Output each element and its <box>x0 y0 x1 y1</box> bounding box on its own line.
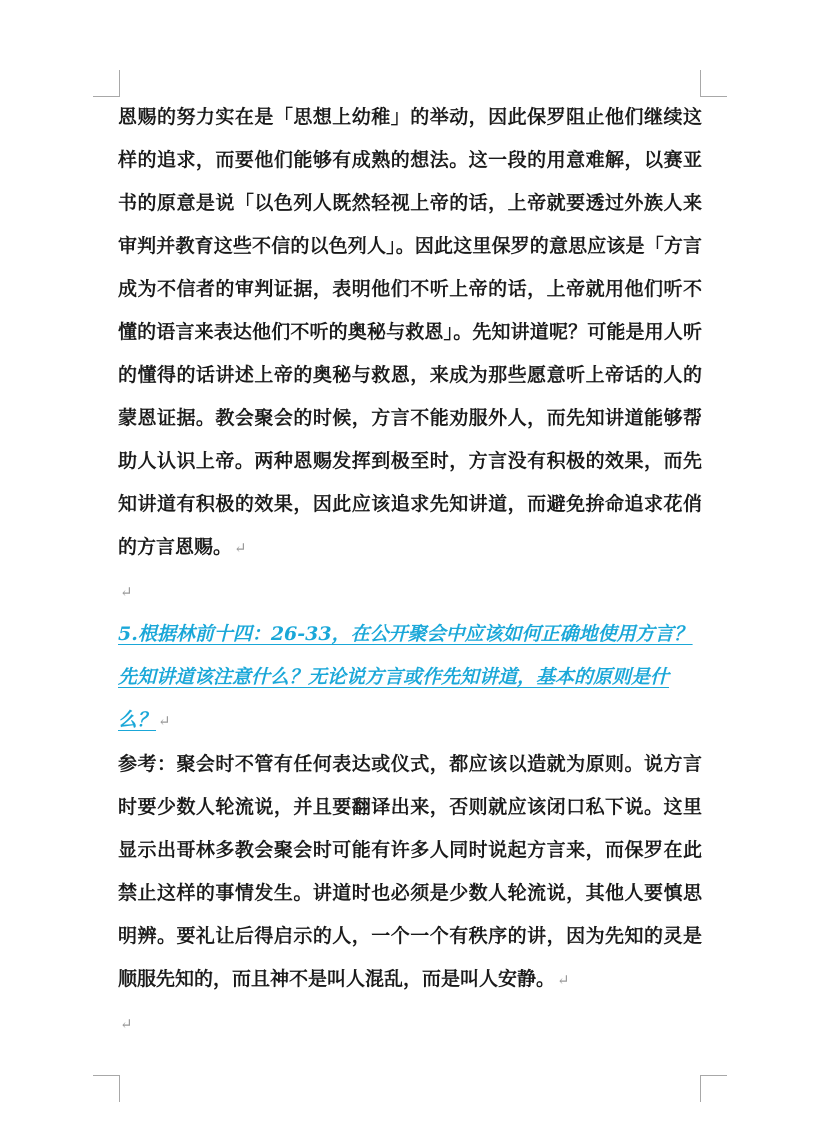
empty-paragraph <box>118 1002 702 1045</box>
paragraph-mark-icon: ↵ <box>120 1015 133 1033</box>
answer-text: 参考：聚会时不管有任何表达或仪式，都应该以造就为原则。说方言时要少数人轮流说，并且要翻译出来，否则就应该闭口私下说。这里显示出哥林多教会聚会时可能有许多人同时说起方言来，而保罗在此禁止这样的事情发生。讲道时也必须是少数人轮流说，其他人要慎思明辨。要礼让后得启示的人，一个一个有秩序的讲，因为先知的灵是顺服先知的，而且神不是叫人混乱，而是叫人安静。 <box>118 753 702 990</box>
paragraph-mark-icon: ↵ <box>120 583 133 601</box>
page-corner-top-left <box>93 70 120 97</box>
document-body[interactable] <box>118 96 702 1045</box>
question-text[interactable]: 5.根据林前十四：26-33，在公开聚会中应该如何正确地使用方言？先知讲道该注意什么？无论说方言或作先知讲道，基本的原则是什么？ <box>118 623 693 731</box>
page-corner-bottom-right <box>700 1075 727 1102</box>
paragraph-text: 恩赐的努力实在是「思想上幼稚」的举动，因此保罗阻止他们继续这样的追求，而要他们能够有成熟的想法。这一段的用意难解，以赛亚书的原意是说「以色列人既然轻视上帝的话，上帝就要透过外族人来审判并教育这些不信的以色列人」。因此这里保罗的意思应该是「方言成为不信者的审判证据，表明他们不听上帝的话，上帝就用他们听不懂的语言来表达他们不听的奥秘与救恩」。先知讲道呢？可能是用人听的懂得的话讲述上帝的奥秘与救恩，来成为那些愿意听上帝话的人的蒙恩证据。教会聚会的时候，方言不能劝服外人，而先知讲道能够帮助人认识上帝。两种恩赐发挥到极至时，方言没有积极的效果，而先知讲道有积极的效果，因此应该追求先知讲道，而避免拚命追求花俏的方言恩赐。 <box>118 106 702 558</box>
paragraph-mark-icon: ↵ <box>158 712 171 730</box>
page-corner-bottom-left <box>93 1075 120 1102</box>
answer-paragraph <box>118 743 702 1002</box>
paragraph-mark-icon: ↵ <box>557 971 570 989</box>
empty-paragraph <box>118 570 702 613</box>
question-heading[interactable] <box>118 613 702 743</box>
paragraph-mark-icon: ↵ <box>234 539 247 557</box>
page-corner-top-right <box>700 70 727 97</box>
body-paragraph <box>118 96 702 570</box>
